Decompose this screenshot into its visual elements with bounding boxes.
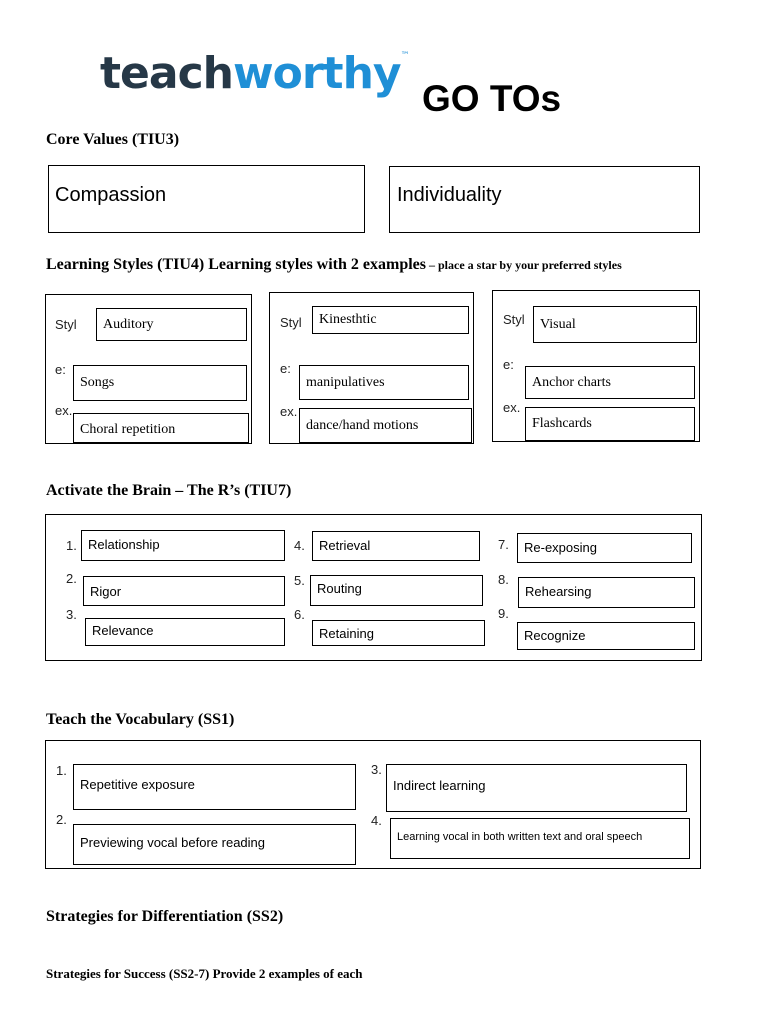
- example-label: ex.: [55, 403, 73, 418]
- vocab-item-field[interactable]: Indirect learning: [386, 764, 687, 812]
- vocabulary-heading: Teach the Vocabulary (SS1): [46, 711, 235, 728]
- item-number: 4.: [294, 538, 305, 553]
- style-name-field[interactable]: Kinesthtic: [312, 306, 469, 334]
- success-heading: Strategies for Success (SS2-7) Provide 2 examples of each: [46, 966, 363, 981]
- learning-style-card-1: [45, 294, 252, 444]
- example-1-field[interactable]: Anchor charts: [525, 366, 695, 399]
- core-value-box-2[interactable]: [389, 166, 700, 233]
- learning-styles-heading-text: Learning Styles (TIU4) Learning styles with 2 examples: [46, 256, 426, 273]
- r-item-field[interactable]: Re-exposing: [517, 533, 692, 563]
- item-number: 5.: [294, 573, 305, 588]
- logo-trademark: ™: [400, 51, 409, 61]
- style-name-field[interactable]: Auditory: [96, 308, 247, 341]
- example-label: e:: [503, 357, 514, 372]
- r-item-field[interactable]: Retaining: [312, 620, 485, 646]
- item-number: 1.: [56, 763, 67, 778]
- item-number: 8.: [498, 572, 509, 587]
- example-2-field[interactable]: Flashcards: [525, 407, 695, 441]
- example-label: ex.: [280, 404, 298, 419]
- r-item-field[interactable]: Retrieval: [312, 531, 480, 561]
- style-label: Styl: [503, 312, 525, 327]
- style-label: Styl: [55, 317, 77, 332]
- vocab-item-field[interactable]: Learning vocal in both written text and oral speech: [390, 818, 690, 859]
- core-value-text: Individuality: [397, 184, 502, 206]
- activate-brain-heading: Activate the Brain – The R’s (TIU7): [46, 482, 292, 499]
- logo-teach-text: teach: [100, 48, 233, 99]
- core-value-box-1[interactable]: [48, 165, 365, 233]
- item-number: 6.: [294, 607, 305, 622]
- example-2-field[interactable]: Choral repetition: [73, 413, 249, 443]
- learning-styles-note: – place a star by your preferred styles: [426, 258, 622, 272]
- learning-style-card-3: [492, 290, 700, 442]
- learning-styles-heading: [46, 256, 622, 274]
- r-item-field[interactable]: Relevance: [85, 618, 285, 646]
- r-item-field[interactable]: Relationship: [81, 530, 285, 561]
- example-label: e:: [280, 361, 291, 376]
- item-number: 3.: [66, 607, 77, 622]
- learning-style-card-2: [269, 292, 474, 444]
- style-label: Styl: [280, 315, 302, 330]
- item-number: 4.: [371, 813, 382, 828]
- r-item-field[interactable]: Rigor: [83, 576, 285, 606]
- vocab-item-field[interactable]: Previewing vocal before reading: [73, 824, 356, 865]
- example-1-field[interactable]: manipulatives: [299, 365, 469, 400]
- core-values-heading: Core Values (TIU3): [46, 131, 180, 148]
- r-item-field[interactable]: Rehearsing: [518, 577, 695, 608]
- item-number: 2.: [56, 812, 67, 827]
- item-number: 7.: [498, 537, 509, 552]
- r-item-field[interactable]: Recognize: [517, 622, 695, 650]
- logo-worthy-text: worthy: [232, 48, 401, 99]
- item-number: 1.: [66, 538, 77, 553]
- teachworthy-logo: [100, 48, 409, 99]
- example-label: e:: [55, 362, 66, 377]
- example-label: ex.: [503, 400, 521, 415]
- r-item-field[interactable]: Routing: [310, 575, 483, 606]
- example-1-field[interactable]: Songs: [73, 365, 247, 401]
- activate-brain-panel: [45, 514, 702, 661]
- item-number: 3.: [371, 762, 382, 777]
- differentiation-heading: Strategies for Differentiation (SS2): [46, 908, 284, 925]
- item-number: 9.: [498, 606, 509, 621]
- example-2-field[interactable]: dance/hand motions: [299, 408, 472, 443]
- core-value-text: Compassion: [55, 184, 167, 206]
- item-number: 2.: [66, 571, 77, 586]
- vocabulary-panel: [45, 740, 701, 869]
- vocab-item-field[interactable]: Repetitive exposure: [73, 764, 356, 810]
- page-title: GO TOs: [422, 78, 562, 119]
- style-name-field[interactable]: Visual: [533, 306, 697, 343]
